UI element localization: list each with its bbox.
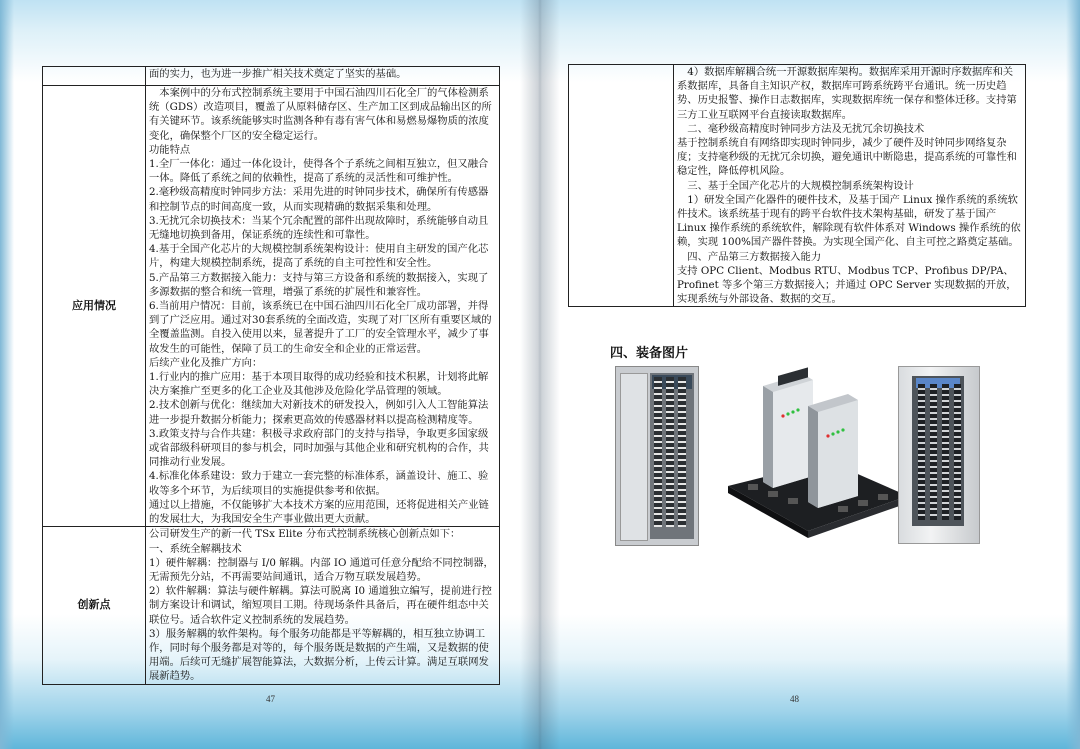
io-module-photo <box>708 366 918 541</box>
innovation-content <box>146 527 500 684</box>
paragraph: 1）硬件解耦：控制器与 I/0 解耦。内部 IO 通道可任意分配给不同控制器，无需预先分站，不再需要站间通讯，适合万物互联发展趋势。 <box>149 556 494 583</box>
section-title: 四、装备图片 <box>610 346 689 361</box>
paragraph: 5.产品第三方数据接入能力：支持与第三方设备和系统的数据接入，实现了多源数据的整合和统一管理，增强了系统的扩展性和兼容性。 <box>149 271 489 298</box>
paragraph: 3.政策支持与合作共建：积极寻求政府部门的支持与指导，争取更多国家级或省部级科研项目的参与机会，同时加强与其他企业和研究机构的合作，共同推动行业发展。 <box>149 427 489 469</box>
paragraph: 一、系统全解耦技术 <box>149 542 242 555</box>
paragraph: 2.毫秒级高精度时钟同步方法：采用先进的时钟同步技术，确保所有传感器和控制节点的时间高度一致，从而实现精确的数据采集和处理。 <box>149 186 489 213</box>
table-row <box>43 86 500 527</box>
right-content <box>674 65 1026 307</box>
paragraph: 2）软件解耦：算法与硬件解耦。算法可脱离 I0 通道独立编写，提前进行控制方案设计和调试，缩短项目工期。待现场条件具备后，再在硬件组态中关联位号。适合软件定义控制系统的发展趋势。 <box>149 585 492 626</box>
paragraph: 3）服务解耦的软件架构。每个服务功能都是平等解耦的，相互独立协调工作，同时每个服务都是对等的，每个服务既是数据的产生端，又是数据的使用端。后续可无缝扩展智能算法，大数据分析，上传云计算。满足互联网发展新趋势。 <box>149 627 489 683</box>
paragraph: 1.全厂一体化：通过一体化设计，使得各个子系统之间相互独立，但又融合一体。降低了系统之间的依赖性，提高了系统的灵活性和可维护性。 <box>149 158 489 185</box>
paragraph: 三、基于全国产化芯片的大规模控制系统架构设计 <box>687 179 914 192</box>
paragraph: 4.标准化体系建设：致力于建立一套完整的标准体系，涵盖设计、施工、验收等多个环节，为后续项目的实施提供参考和依据。 <box>149 470 489 497</box>
paragraph: 3.无扰冗余切换技术：当某个冗余配置的部件出现故障时，系统能够自动且无缝地切换到备用，保证系统的连续性和可靠性。 <box>149 214 489 242</box>
control-cabinet-photo <box>615 366 699 546</box>
table-row <box>43 527 500 684</box>
page-number-left: 47 <box>266 694 275 704</box>
paragraph: 四、产品第三方数据接入能力 <box>687 250 822 263</box>
continuation-cell <box>146 67 500 86</box>
left-table <box>42 66 500 685</box>
table-row <box>569 65 1026 307</box>
paragraph: 4.基于全国产化芯片的大规模控制系统架构设计：使用自主研发的国产化芯片，构建大规模控制系统，提高了系统的自主可控性和安全性。 <box>149 243 489 270</box>
paragraph: 2.技术创新与优化：继续加大对新技术的研发投入，例如引入人工智能算法进一步提升数据分析能力；探索更高效的传感器材料以提高检测精度等。 <box>149 399 489 426</box>
right-table <box>568 64 1026 307</box>
paragraph: 基于控制系统自有网络即实现时钟同步，减少了硬件及时钟同步网络复杂度；支持毫秒级的无扰冗余切换，避免通讯中断隐患，提高系统的可靠性和稳定性，降低停机风险。 <box>677 137 1017 178</box>
table-row <box>43 67 500 86</box>
paragraph: 公司研发生产的新一代 TSx Elite 分布式控制系统核心创新点如下： <box>149 528 461 541</box>
paragraph: 后续产业化及推广方向： <box>149 356 263 369</box>
application-label: 应用情况 <box>43 86 146 527</box>
empty-label-cell <box>43 67 146 86</box>
book-gutter <box>520 0 560 749</box>
right-page <box>540 0 1080 749</box>
innovation-label: 创新点 <box>43 527 146 684</box>
paragraph: 1）研发全国产化器件的硬件技术，及基于国产 Linux 操作系统的系统软件技术。该系统基于现有的跨平台软件技术架构基础，研发了基于国产 Linux 操作系统的系统软件，解除现有软件体系对 Windows 操作系统的依赖，实现 100%国产器件替换。为实现全国产化、自主可控之路奠定基础。 <box>677 193 1021 249</box>
paragraph: 1.行业内的推广应用：基于本项目取得的成功经验和技术积累，计划将此解决方案推广至更多的化工企业及其他涉及危险化学品管理的领域。 <box>149 371 489 398</box>
paragraph: 支持 OPC Client、Modbus RTU、Modbus TCP、Profibus DP/PA、Profinet 等多个第三方数据接入；并通过 OPC Server 实现数据的开放，实现系统与外部设备、数据的交互。 <box>677 264 1017 306</box>
application-content <box>146 86 500 527</box>
paragraph: 6.当前用户情况：目前，该系统已在中国石油四川石化全厂成功部署，并得到了广泛应用。通过对30套系统的全面改造，实现了对厂区所有重要区域的全覆盖监测。自投入使用以来，显著提升了工厂的安全管理水平，减少了事故发生的可能性，保障了员工的生命安全和企业的正常运营。 <box>149 300 492 355</box>
paragraph: 二、毫秒级高精度时钟同步方法及无扰冗余切换技术 <box>687 122 925 135</box>
page-number-right: 48 <box>790 694 799 704</box>
empty-label-cell <box>569 65 674 307</box>
continuation-text: 面的实力，也为进一步推广相关技术奠定了坚实的基础。 <box>149 68 407 80</box>
paragraph: 4）数据库解耦合统一开源数据库架构。数据库采用开源时序数据库和关系数据库，具备自主知识产权，数据库可跨系统跨平台通讯。统一历史趋势、历史报警、操作日志数据库，实现数据库统一保存和整体迁移。支持第三方工业互联网平台直接读取数据库。 <box>677 66 1017 121</box>
paragraph: 功能特点 <box>149 143 191 156</box>
paragraph: 本案例中的分布式控制系统主要用于中国石油四川石化全厂的气体检测系统（GDS）改造项目，覆盖了从原料储存区、生产加工区到成品输出区的所有关键环节。该系统能够实时监测各种有毒有害气体和易燃易爆物质的浓度变化，确保整个厂区的安全稳定运行。 <box>149 87 492 142</box>
paragraph: 通过以上措施，不仅能够扩大本技术方案的应用范围，还将促进相关产业链的发展壮大，为我国安全生产事业做出更大贡献。 <box>149 498 489 526</box>
